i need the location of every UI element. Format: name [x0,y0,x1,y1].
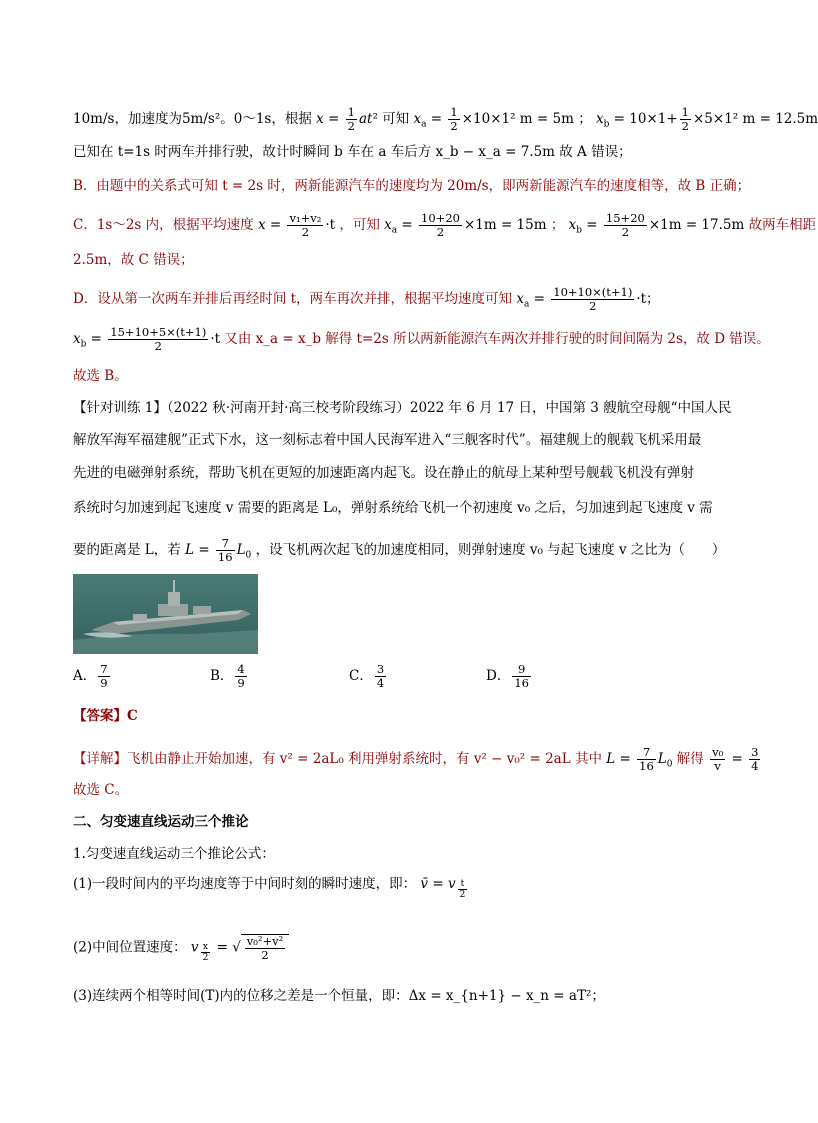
solution-line-2: 已知在 t=1s 时两车并排行驶，故计时瞬间 b 车在 a 车后方 x_b − x_a = 7.5m 故 A 错误； [73,144,632,160]
problem-line-4: 系统时匀加速到起飞速度 v 需要的距离是 L₀，弹射系统给飞机一个初速度 v₀ 之后，匀加速到起飞速度 v 需 [73,500,713,516]
problem-line-3: 先进的电磁弹射系统，帮助飞机在更短的加速距离内起飞。设在静止的航母上某种型号舰载飞机没有弹射 [73,465,694,481]
inference-1: (1)一段时间内的平均速度等于中间时刻的瞬时速度，即： v̄ = v $_{\frac{t}{2}}$ [73,876,466,900]
solution-line-5: 2.5m，故 C 错误； [73,252,194,268]
warship-photo [73,574,258,654]
option-c[interactable]: C． $\frac{3}{4}$ [349,662,385,690]
option-d[interactable]: D． $\frac{9}{16}$ [486,662,529,690]
option-b-analysis: B．由题中的关系式可知 t = 2s 时，两新能源汽车的速度均为 20m/s，即两新能源汽车的速度相等，故 B 正确； [73,178,751,194]
inference-3: (3)连续两个相等时间(T)内的位移之差是一个恒量，即：Δx = x_{n+1} − x_n = aT²； [73,988,605,1004]
choose-b-line: 故选 B。 [73,368,128,384]
inference-2: (2)中间位置速度： v $_{\frac{x}{2}}$ = √ $\frac{\text{v₀²+v²}}{2}$ [73,934,734,963]
answer-label: 【答案】C [73,708,138,724]
training-title-line: 【针对训练 1】（2022 秋·河南开封·高三校考阶段练习）2022 年 6 月 17 日，中国第 3 艘航空母舰“中国人民 [73,400,732,416]
problem-line-5: 要的距离是 L，若 L = $\frac{7}{16}$ $L_0$ ，设飞机两次起飞的加速度相同，则弹射速度 v₀ 与起飞速度 v 之比为（ ） [73,536,726,564]
problem-line-2: 解放军海军福建舰”正式下水，这一刻标志着中国人民海军进入“三舰客时代”。福建舰上的舰载飞机采用最 [73,432,702,448]
detail-line: 【详解】飞机由静止开始加速，有 v² = 2aL₀ 利用弹射系统时，有 v² − v₀² = 2aL 其中 L = $\frac{7}{16}$ $L_0$ 解得 $\frac{\text{v₀}}{v}$ = $\frac{3}{4}$ [73,745,759,773]
solution-line-1: 10m/s，加速度为5m/s²。0～1s，根据 x = $\frac{1}{2}$ at² 可知 $x_a$ = $\frac{1}{2}$ ×10×1² m = 5m ； $x_b = 10\times 1+$ $\frac{1}{2}$ ×5×1² m = 12.5m [73,105,818,133]
choose-c-line: 故选 C。 [73,782,129,798]
option-b[interactable]: B． $\frac{4}{9}$ [210,662,245,690]
option-d-analysis: D．设从第一次两车并排后再经时间 t，两车再次并排，根据平均速度可知 $x_a$ = $\frac{10+10\times(t+1)}{2}$ ·t； [73,285,660,313]
solution-line-7: $x_b$ = $\frac{15+10+5\times(t+1)}{2}$ ·t 又由 x_a = x_b 解得 t=2s 所以两新能源汽车两次并排行驶的时间间隔为 2s，故 D 错误。 [73,325,770,353]
section-heading: 二、匀变速直线运动三个推论 [73,814,249,830]
section-intro: 1.匀变速直线运动三个推论公式： [73,846,275,862]
option-a[interactable]: A． $\frac{7}{9}$ [73,662,108,690]
option-c-analysis: C．1s～2s 内，根据平均速度 x = $\frac{\text{v₁+v₂}}{2}$ ·t ，可知 $x_a$ = $\frac{10+20}{2}$ ×1m = 15m ； $x_b$ = $\frac{15+20}{2}$ ×1m = 17.5m 故两车相距 [73,211,817,239]
